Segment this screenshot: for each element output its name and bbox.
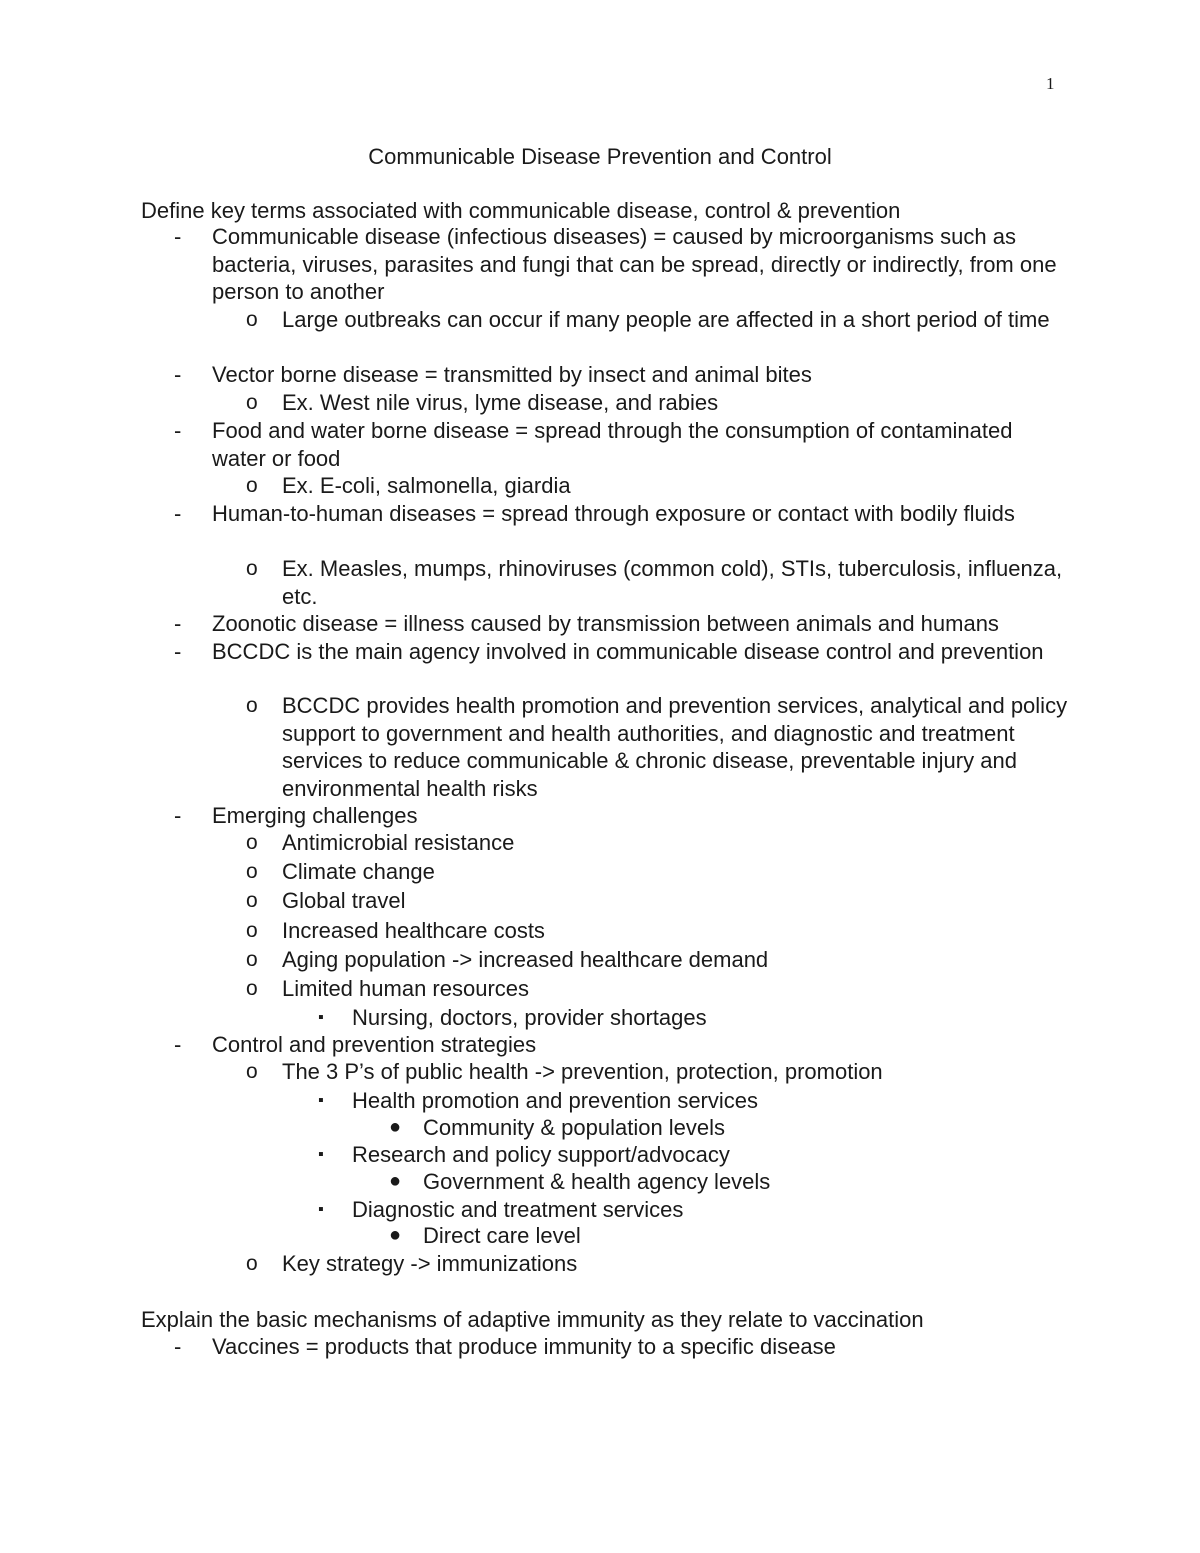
list-item-control-strategies <box>174 1031 1072 1059</box>
list-item-text: Diagnostic and treatment services <box>352 1197 684 1222</box>
list-item-human-to-human <box>174 500 1072 528</box>
list-item-bccdc-services <box>246 692 1072 802</box>
list-item-text: Global travel <box>282 888 406 913</box>
list-item-text: Control and prevention strategies <box>212 1032 537 1057</box>
list-item-vector-borne <box>174 361 1072 389</box>
circle-marker: o <box>246 948 258 971</box>
list-item-text: Ex. Measles, mumps, rhinoviruses (common cold), STIs, tuberculosis, influenza, etc. <box>282 556 1063 609</box>
list-item-healthcare-costs <box>246 917 1072 945</box>
list-item-health-promotion <box>318 1087 1072 1115</box>
list-item-text: Government & health agency levels <box>423 1169 771 1194</box>
list-item-human-examples <box>246 555 1072 610</box>
list-item-text: Large outbreaks can occur if many people are affected in a short period of time <box>282 307 1050 332</box>
list-item-communicable-disease <box>174 223 1072 306</box>
list-item-text: Ex. E-coli, salmonella, giardia <box>282 473 571 498</box>
list-item-community-levels <box>389 1114 1073 1142</box>
list-item-government-levels <box>389 1168 1073 1196</box>
list-item-key-strategy <box>246 1250 1072 1278</box>
list-item-food-examples <box>246 472 1072 500</box>
list-item-text: Communicable disease (infectious diseases) = caused by microorganisms such as bacteria, viruses, parasites and fungi that can be spread, directly or indirectly, from one person to another <box>212 224 1057 304</box>
square-marker: ▪ <box>318 1146 324 1163</box>
list-item-zoonotic <box>174 610 1072 638</box>
list-item-shortages <box>318 1004 1072 1032</box>
list-item-text: Health promotion and prevention services <box>352 1088 759 1113</box>
list-item-human-resources <box>246 975 1072 1003</box>
list-item-aging-population <box>246 946 1072 974</box>
dash-marker: - <box>174 1032 182 1057</box>
section-heading-key-terms: Define key terms associated with communicable disease, control & prevention <box>141 198 901 223</box>
circle-marker: o <box>246 557 258 580</box>
document-title: Communicable Disease Prevention and Control <box>368 144 832 169</box>
dash-marker: - <box>174 418 182 443</box>
circle-marker: o <box>246 1252 258 1275</box>
list-item-text: BCCDC provides health promotion and prevention services, analytical and policy support to government and health authorities, and diagnostic and treatment services to reduce communicable & chronic disease, preventable injury and environmental health risks <box>282 693 1068 801</box>
list-item-text: Research and policy support/advocacy <box>352 1142 730 1167</box>
square-marker: ▪ <box>318 1201 324 1218</box>
section-heading-adaptive-immunity: Explain the basic mechanisms of adaptive immunity as they relate to vaccination <box>141 1307 924 1332</box>
list-item-text: BCCDC is the main agency involved in communicable disease control and prevention <box>212 639 1044 664</box>
list-item-direct-care <box>389 1222 1073 1250</box>
list-item-food-water <box>174 417 1072 472</box>
circle-marker: o <box>246 391 258 414</box>
list-item-text: Increased healthcare costs <box>282 918 545 943</box>
list-item-emerging-challenges <box>174 802 1072 830</box>
list-item-diagnostic-treatment <box>318 1196 1072 1224</box>
dash-marker: - <box>174 501 182 526</box>
list-item-text: Limited human resources <box>282 976 530 1001</box>
list-item-text: Nursing, doctors, provider shortages <box>352 1005 707 1030</box>
list-item-vaccines <box>174 1333 1072 1361</box>
bullet-marker: ● <box>389 1170 402 1192</box>
circle-marker: o <box>246 694 258 717</box>
circle-marker: o <box>246 831 258 854</box>
square-marker: ▪ <box>318 1009 324 1026</box>
circle-marker: o <box>246 889 258 912</box>
list-item-text: Climate change <box>282 859 435 884</box>
circle-marker: o <box>246 977 258 1000</box>
page-number: 1 <box>1046 74 1055 93</box>
list-item-global-travel <box>246 887 1072 915</box>
bullet-marker: ● <box>389 1224 402 1246</box>
list-item-text: Zoonotic disease = illness caused by transmission between animals and humans <box>212 611 999 636</box>
dash-marker: - <box>174 803 182 828</box>
list-item-text: Ex. West nile virus, lyme disease, and rabies <box>282 390 719 415</box>
circle-marker: o <box>246 308 258 331</box>
dash-marker: - <box>174 1334 182 1359</box>
list-item-vector-examples <box>246 389 1072 417</box>
list-item-climate <box>246 858 1072 886</box>
circle-marker: o <box>246 474 258 497</box>
dash-marker: - <box>174 362 182 387</box>
dash-marker: - <box>174 224 182 249</box>
list-item-text: Antimicrobial resistance <box>282 830 515 855</box>
list-item-bccdc <box>174 638 1072 666</box>
list-item-text: Vaccines = products that produce immunity to a specific disease <box>212 1334 836 1359</box>
list-item-text: Key strategy -> immunizations <box>282 1251 578 1276</box>
list-item-research-policy <box>318 1141 1072 1169</box>
dash-marker: - <box>174 639 182 664</box>
list-item-outbreaks <box>246 306 1072 334</box>
circle-marker: o <box>246 1060 258 1083</box>
dash-marker: - <box>174 611 182 636</box>
list-item-text: Food and water borne disease = spread through the consumption of contaminated water or food <box>212 418 1013 471</box>
list-item-text: Aging population -> increased healthcare demand <box>282 947 769 972</box>
circle-marker: o <box>246 919 258 942</box>
list-item-text: Direct care level <box>423 1223 581 1248</box>
list-item-text: The 3 P’s of public health -> prevention, protection, promotion <box>282 1059 883 1084</box>
list-item-antimicrobial <box>246 829 1072 857</box>
bullet-marker: ● <box>389 1116 402 1138</box>
square-marker: ▪ <box>318 1092 324 1109</box>
list-item-text: Human-to-human diseases = spread through exposure or contact with bodily fluids <box>212 501 1015 526</box>
circle-marker: o <box>246 860 258 883</box>
list-item-three-ps <box>246 1058 1072 1086</box>
list-item-text: Community & population levels <box>423 1115 726 1140</box>
list-item-text: Emerging challenges <box>212 803 418 828</box>
list-item-text: Vector borne disease = transmitted by insect and animal bites <box>212 362 812 387</box>
